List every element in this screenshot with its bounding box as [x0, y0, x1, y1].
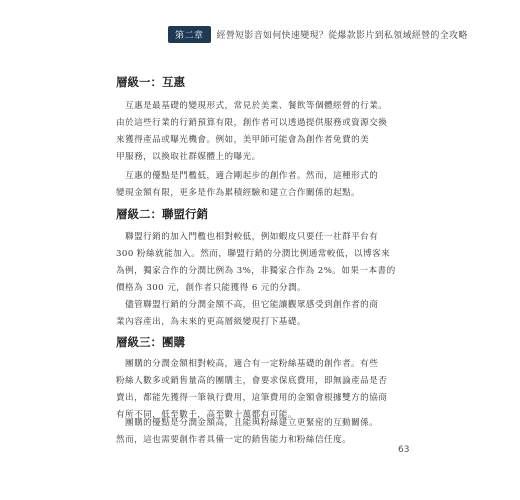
text-line: 300 粉絲就能加入。然而，聯盟行銷的分潤比例通常較低，以博客來 — [116, 249, 391, 259]
section-2-paragraph-2 — [116, 297, 406, 331]
section-1-paragraph-2 — [116, 168, 406, 202]
section-heading-tier-2: 層級二：聯盟行銷 — [116, 207, 208, 221]
text-line: 粉絲人數多或銷售量高的團購主，會要求保底費用，即無論產品是否 — [116, 376, 388, 386]
text-line: 價格為 300 元，創作者只能獲得 6 元的分潤。 — [116, 283, 307, 293]
section-heading-tier-1: 層級一：互惠 — [116, 75, 185, 89]
text-line: 互惠是最基礎的變現形式，常見於美業、餐飲等個體經營的行業。 — [116, 101, 388, 111]
text-line: 由於這些行業的行銷預算有限，創作者可以透過提供服務或資源交換 — [116, 118, 388, 128]
text-line: 聯盟行銷的加入門檻也相對較低，例如蝦皮只要任一社群平台有 — [116, 232, 379, 242]
text-line: 團購的優點是分潤金額高，且能與粉絲建立更緊密的互動關係。 — [116, 418, 379, 428]
text-line: 變現金額有限，更多是作為累積經驗和建立合作關係的起點。 — [116, 188, 361, 198]
text-line: 團購的分潤金額相對較高，適合有一定粉絲基礎的創作者。有些 — [116, 359, 379, 369]
section-1-paragraph-1 — [116, 98, 406, 166]
text-line: 來獲得產品或曝光機會。例如，美甲師可能會為創作者免費的美 — [116, 135, 370, 145]
section-2-paragraph-1 — [116, 229, 406, 297]
section-heading-tier-3: 層級三：團購 — [116, 335, 185, 349]
page-number: 63 — [398, 445, 410, 455]
text-line: 為例，獨家合作的分潤比例為 3%，非獨家合作為 2%。如果一本書的 — [116, 266, 396, 276]
text-line: 甲服務，以換取社群媒體上的曝光。 — [116, 152, 261, 162]
section-3-paragraph-2 — [116, 415, 406, 449]
section-3-paragraph-1 — [116, 356, 406, 424]
running-header — [168, 26, 468, 43]
text-line: 賣出，都能先獲得一筆執行費用，這筆費用的金額會根據雙方的協商 — [116, 393, 388, 403]
text-line: 有所不同，低至數千，高至數十萬都有可能。 — [116, 410, 297, 420]
chapter-title: 經營短影音如何快速變現？從爆款影片到私領域經營的全攻略 — [216, 31, 468, 41]
text-line: 互惠的優點是門檻低，適合剛起步的創作者。然而，這種形式的 — [116, 171, 379, 181]
text-line: 然而，這也需要創作者具備一定的銷售能力和粉絲信任度。 — [116, 435, 352, 445]
text-line: 業內容產出，為未來的更高層級變現打下基礎。 — [116, 317, 306, 327]
chapter-badge: 第二章 — [168, 26, 211, 43]
text-line: 儘管聯盟行銷的分潤金額不高，但它能讓觀眾感受到創作者的商 — [116, 300, 379, 310]
